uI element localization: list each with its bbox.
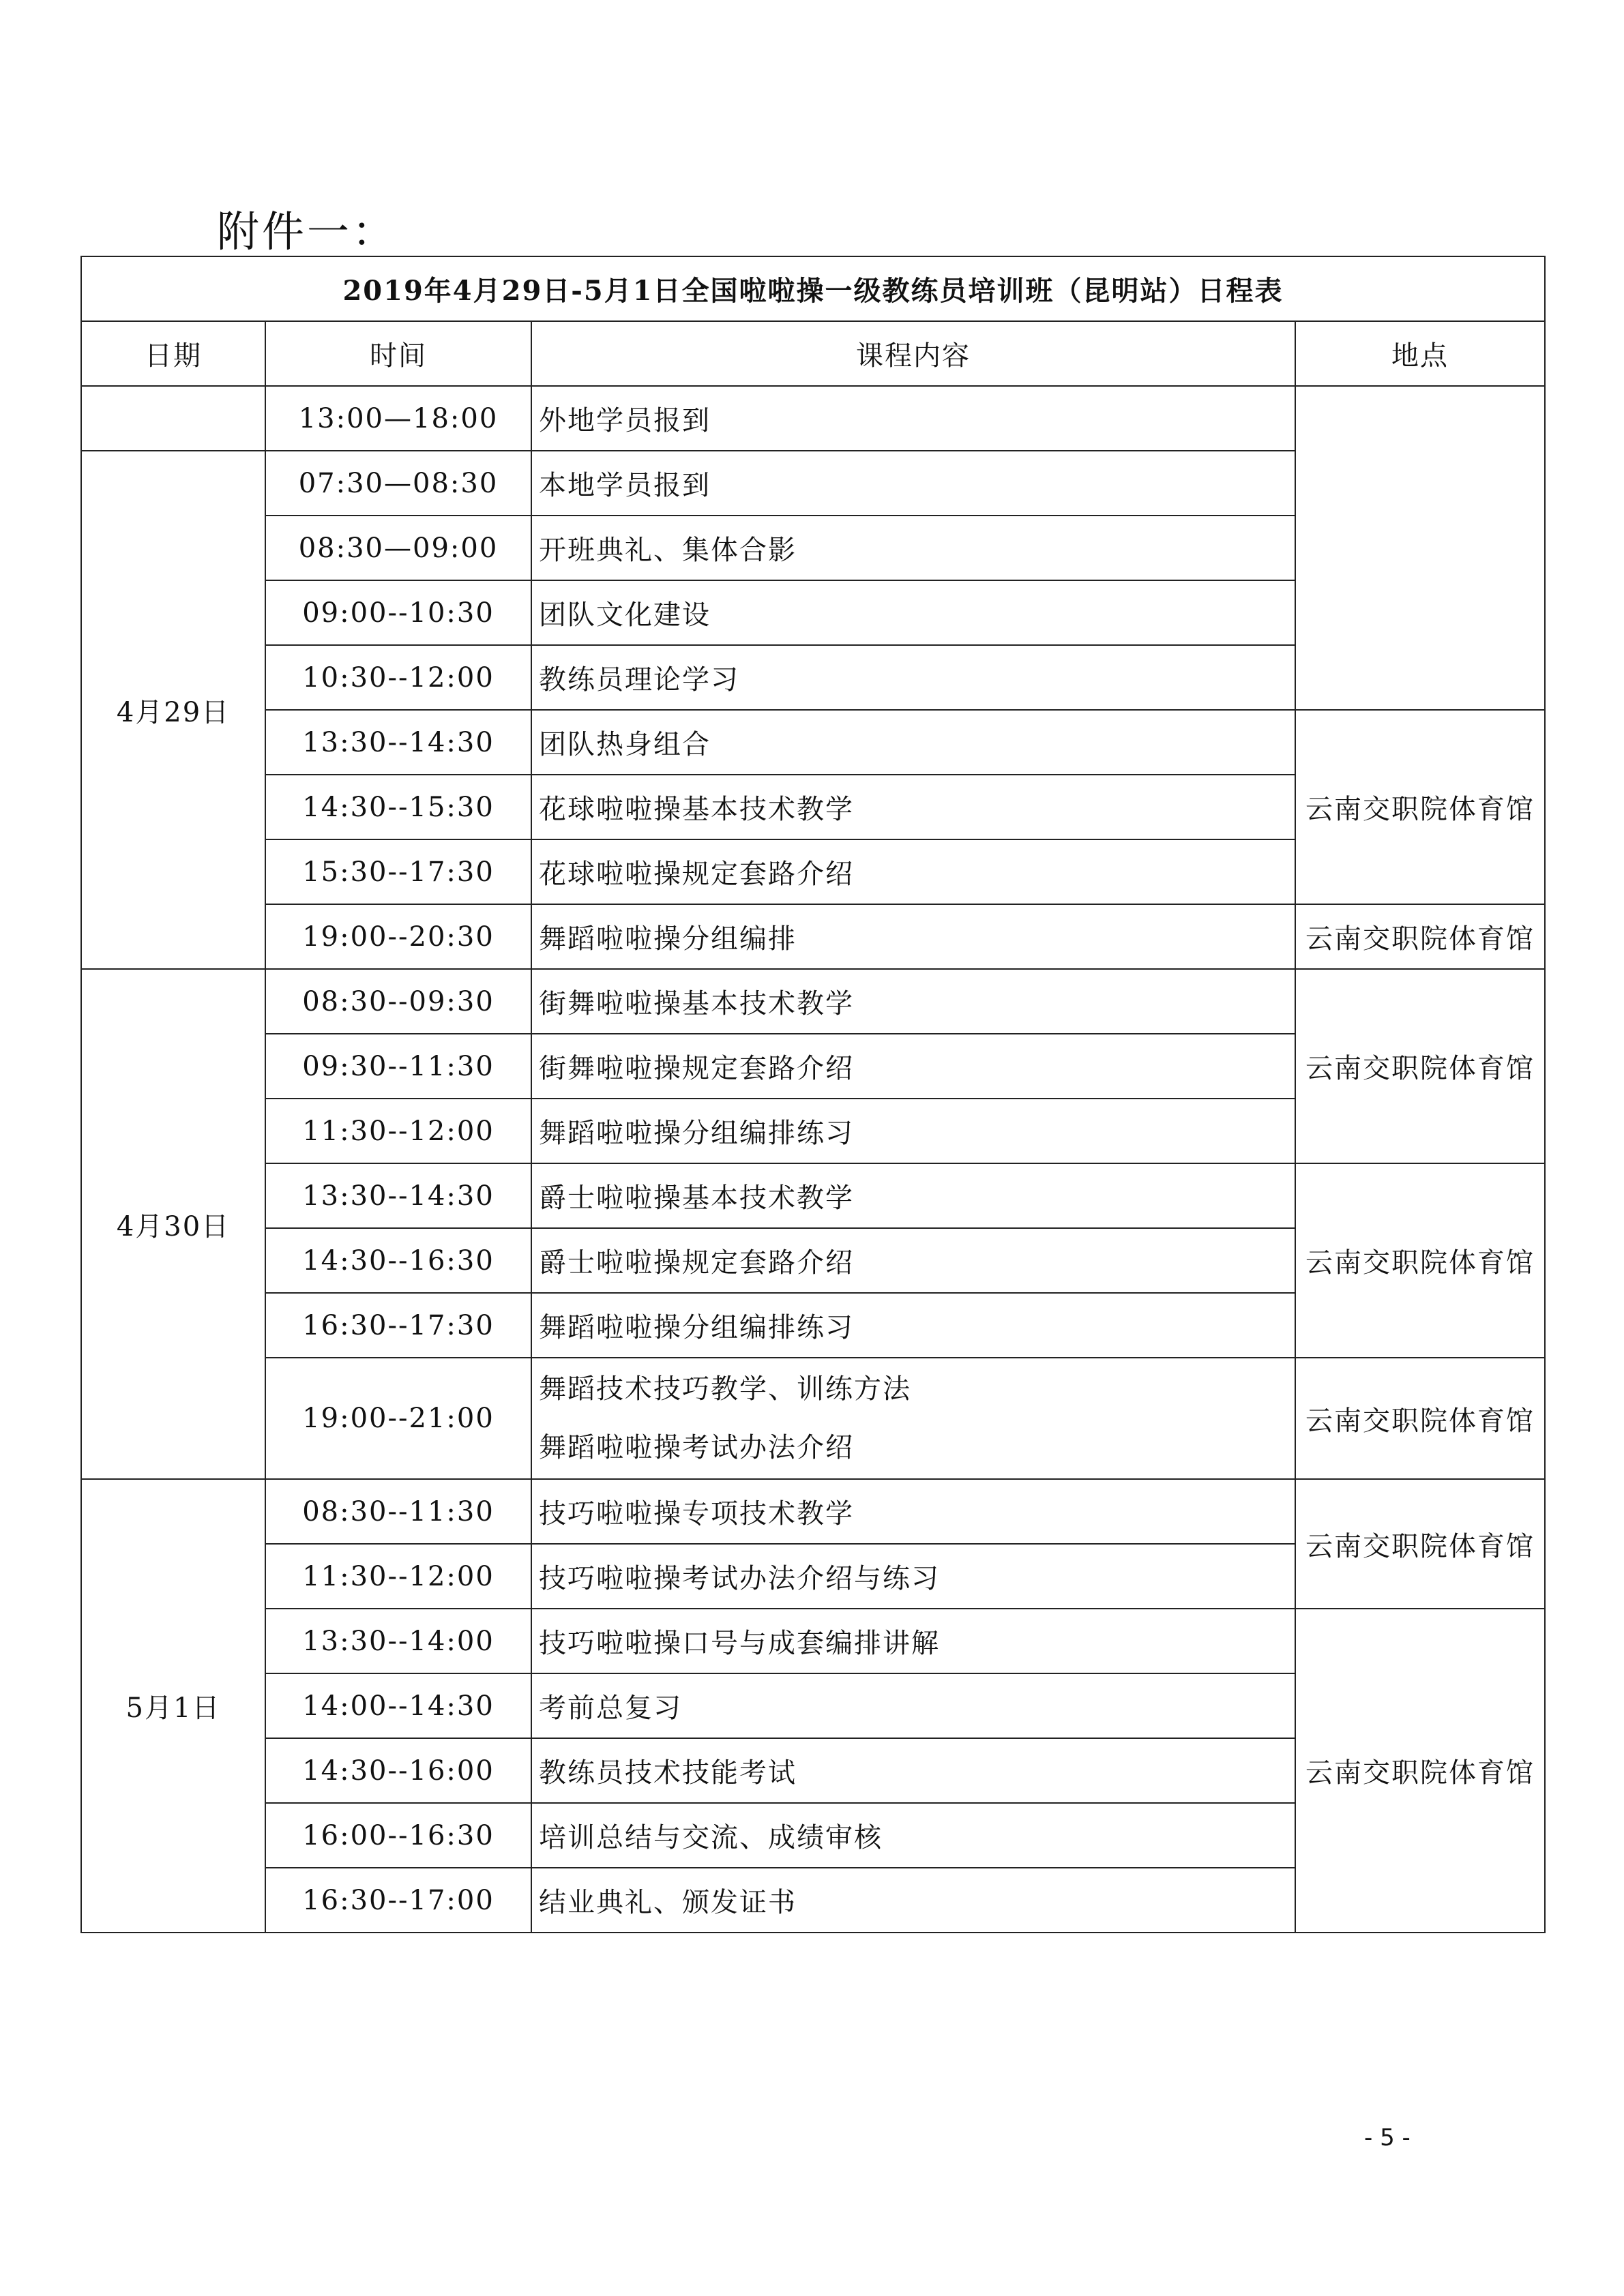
time-cell: 16:00--16:30	[265, 1803, 531, 1868]
content-cell	[531, 1868, 1295, 1933]
content-line: 舞蹈啦啦操分组编排练习	[539, 1312, 854, 1343]
time-cell: 08:30—09:00	[265, 516, 531, 580]
header-time: 时间	[265, 321, 531, 386]
content-cell	[531, 1358, 1295, 1479]
table-row	[81, 1358, 1545, 1479]
location-cell	[1295, 386, 1545, 710]
location-cell: 云南交职院体育馆	[1295, 710, 1545, 904]
content-line: 团队文化建设	[539, 599, 711, 631]
location-cell: 云南交职院体育馆	[1295, 1358, 1545, 1479]
location-cell: 云南交职院体育馆	[1295, 1479, 1545, 1609]
table-row	[81, 904, 1545, 969]
time-cell: 19:00--20:30	[265, 904, 531, 969]
content-line: 教练员技术技能考试	[539, 1757, 797, 1789]
content-cell	[531, 1609, 1295, 1673]
content-line: 技巧啦啦操专项技术教学	[539, 1498, 854, 1530]
location-cell: 云南交职院体育馆	[1295, 1609, 1545, 1933]
table-row	[81, 969, 1545, 1034]
content-line: 舞蹈啦啦操分组编排	[539, 923, 797, 955]
date-cell	[81, 386, 265, 451]
content-line: 结业典礼、颁发证书	[539, 1887, 797, 1918]
time-cell: 14:30--16:00	[265, 1738, 531, 1803]
content-line: 爵士啦啦操规定套路介绍	[539, 1247, 854, 1279]
date-cell: 5月1日	[81, 1479, 265, 1933]
time-cell: 11:30--12:00	[265, 1544, 531, 1609]
time-cell: 09:30--11:30	[265, 1034, 531, 1099]
attachment-label: 附件一：	[217, 207, 398, 256]
table-row	[81, 386, 1545, 451]
time-cell: 13:00—18:00	[265, 386, 531, 451]
table-row	[81, 710, 1545, 775]
content-line: 街舞啦啦操规定套路介绍	[539, 1053, 854, 1084]
content-line: 花球啦啦操基本技术教学	[539, 794, 854, 825]
content-cell	[531, 1099, 1295, 1163]
time-cell: 16:30--17:30	[265, 1293, 531, 1358]
table-row	[81, 1479, 1545, 1544]
content-line: 技巧啦啦操口号与成套编排讲解	[539, 1628, 940, 1659]
content-cell	[531, 386, 1295, 451]
content-cell	[531, 904, 1295, 969]
content-cell	[531, 775, 1295, 839]
content-cell	[531, 1544, 1295, 1609]
time-cell: 13:30--14:30	[265, 1163, 531, 1228]
content-cell	[531, 1479, 1295, 1544]
content-cell	[531, 451, 1295, 516]
page-number: - 5 -	[1364, 2124, 1411, 2151]
time-cell: 14:00--14:30	[265, 1673, 531, 1738]
content-line: 爵士啦啦操基本技术教学	[539, 1182, 854, 1214]
content-cell	[531, 580, 1295, 645]
content-line: 技巧啦啦操考试办法介绍与练习	[539, 1563, 940, 1594]
time-cell: 15:30--17:30	[265, 839, 531, 904]
date-cell: 4月29日	[81, 451, 265, 969]
content-cell	[531, 969, 1295, 1034]
time-cell: 14:30--15:30	[265, 775, 531, 839]
content-line: 花球啦啦操规定套路介绍	[539, 859, 854, 890]
content-line: 舞蹈啦啦操考试办法介绍	[539, 1432, 854, 1463]
content-line: 培训总结与交流、成绩审核	[539, 1822, 883, 1853]
content-line: 本地学员报到	[539, 470, 711, 501]
content-cell	[531, 516, 1295, 580]
time-cell: 11:30--12:00	[265, 1099, 531, 1163]
content-line: 考前总复习	[539, 1693, 682, 1724]
content-cell	[531, 1293, 1295, 1358]
content-line: 教练员理论学习	[539, 664, 739, 696]
content-cell	[531, 839, 1295, 904]
time-cell: 19:00--21:00	[265, 1358, 531, 1479]
schedule-table	[80, 256, 1546, 1933]
content-cell	[531, 1673, 1295, 1738]
content-cell	[531, 1228, 1295, 1293]
header-date: 日期	[81, 321, 265, 386]
header-location: 地点	[1295, 321, 1545, 386]
content-line: 舞蹈技术技巧教学、训练方法	[539, 1373, 911, 1405]
time-cell: 09:00--10:30	[265, 580, 531, 645]
content-line: 外地学员报到	[539, 405, 711, 436]
content-line: 开班典礼、集体合影	[539, 535, 797, 566]
content-line: 街舞啦啦操基本技术教学	[539, 988, 854, 1019]
location-cell: 云南交职院体育馆	[1295, 904, 1545, 969]
time-cell: 14:30--16:30	[265, 1228, 531, 1293]
time-cell: 16:30--17:00	[265, 1868, 531, 1933]
content-cell	[531, 1163, 1295, 1228]
table-row	[81, 1609, 1545, 1673]
table-row	[81, 1163, 1545, 1228]
date-cell: 4月30日	[81, 969, 265, 1479]
content-cell	[531, 710, 1295, 775]
time-cell: 13:30--14:00	[265, 1609, 531, 1673]
header-content: 课程内容	[531, 321, 1295, 386]
time-cell: 07:30—08:30	[265, 451, 531, 516]
table-title: 2019年4月29日-5月1日全国啦啦操一级教练员培训班（昆明站）日程表	[81, 256, 1545, 321]
time-cell: 08:30--09:30	[265, 969, 531, 1034]
content-cell	[531, 1034, 1295, 1099]
time-cell: 13:30--14:30	[265, 710, 531, 775]
content-cell	[531, 1803, 1295, 1868]
content-cell	[531, 645, 1295, 710]
location-cell: 云南交职院体育馆	[1295, 969, 1545, 1163]
time-cell: 10:30--12:00	[265, 645, 531, 710]
content-line: 舞蹈啦啦操分组编排练习	[539, 1118, 854, 1149]
content-line: 团队热身组合	[539, 729, 711, 760]
content-cell	[531, 1738, 1295, 1803]
time-cell: 08:30--11:30	[265, 1479, 531, 1544]
location-cell: 云南交职院体育馆	[1295, 1163, 1545, 1358]
